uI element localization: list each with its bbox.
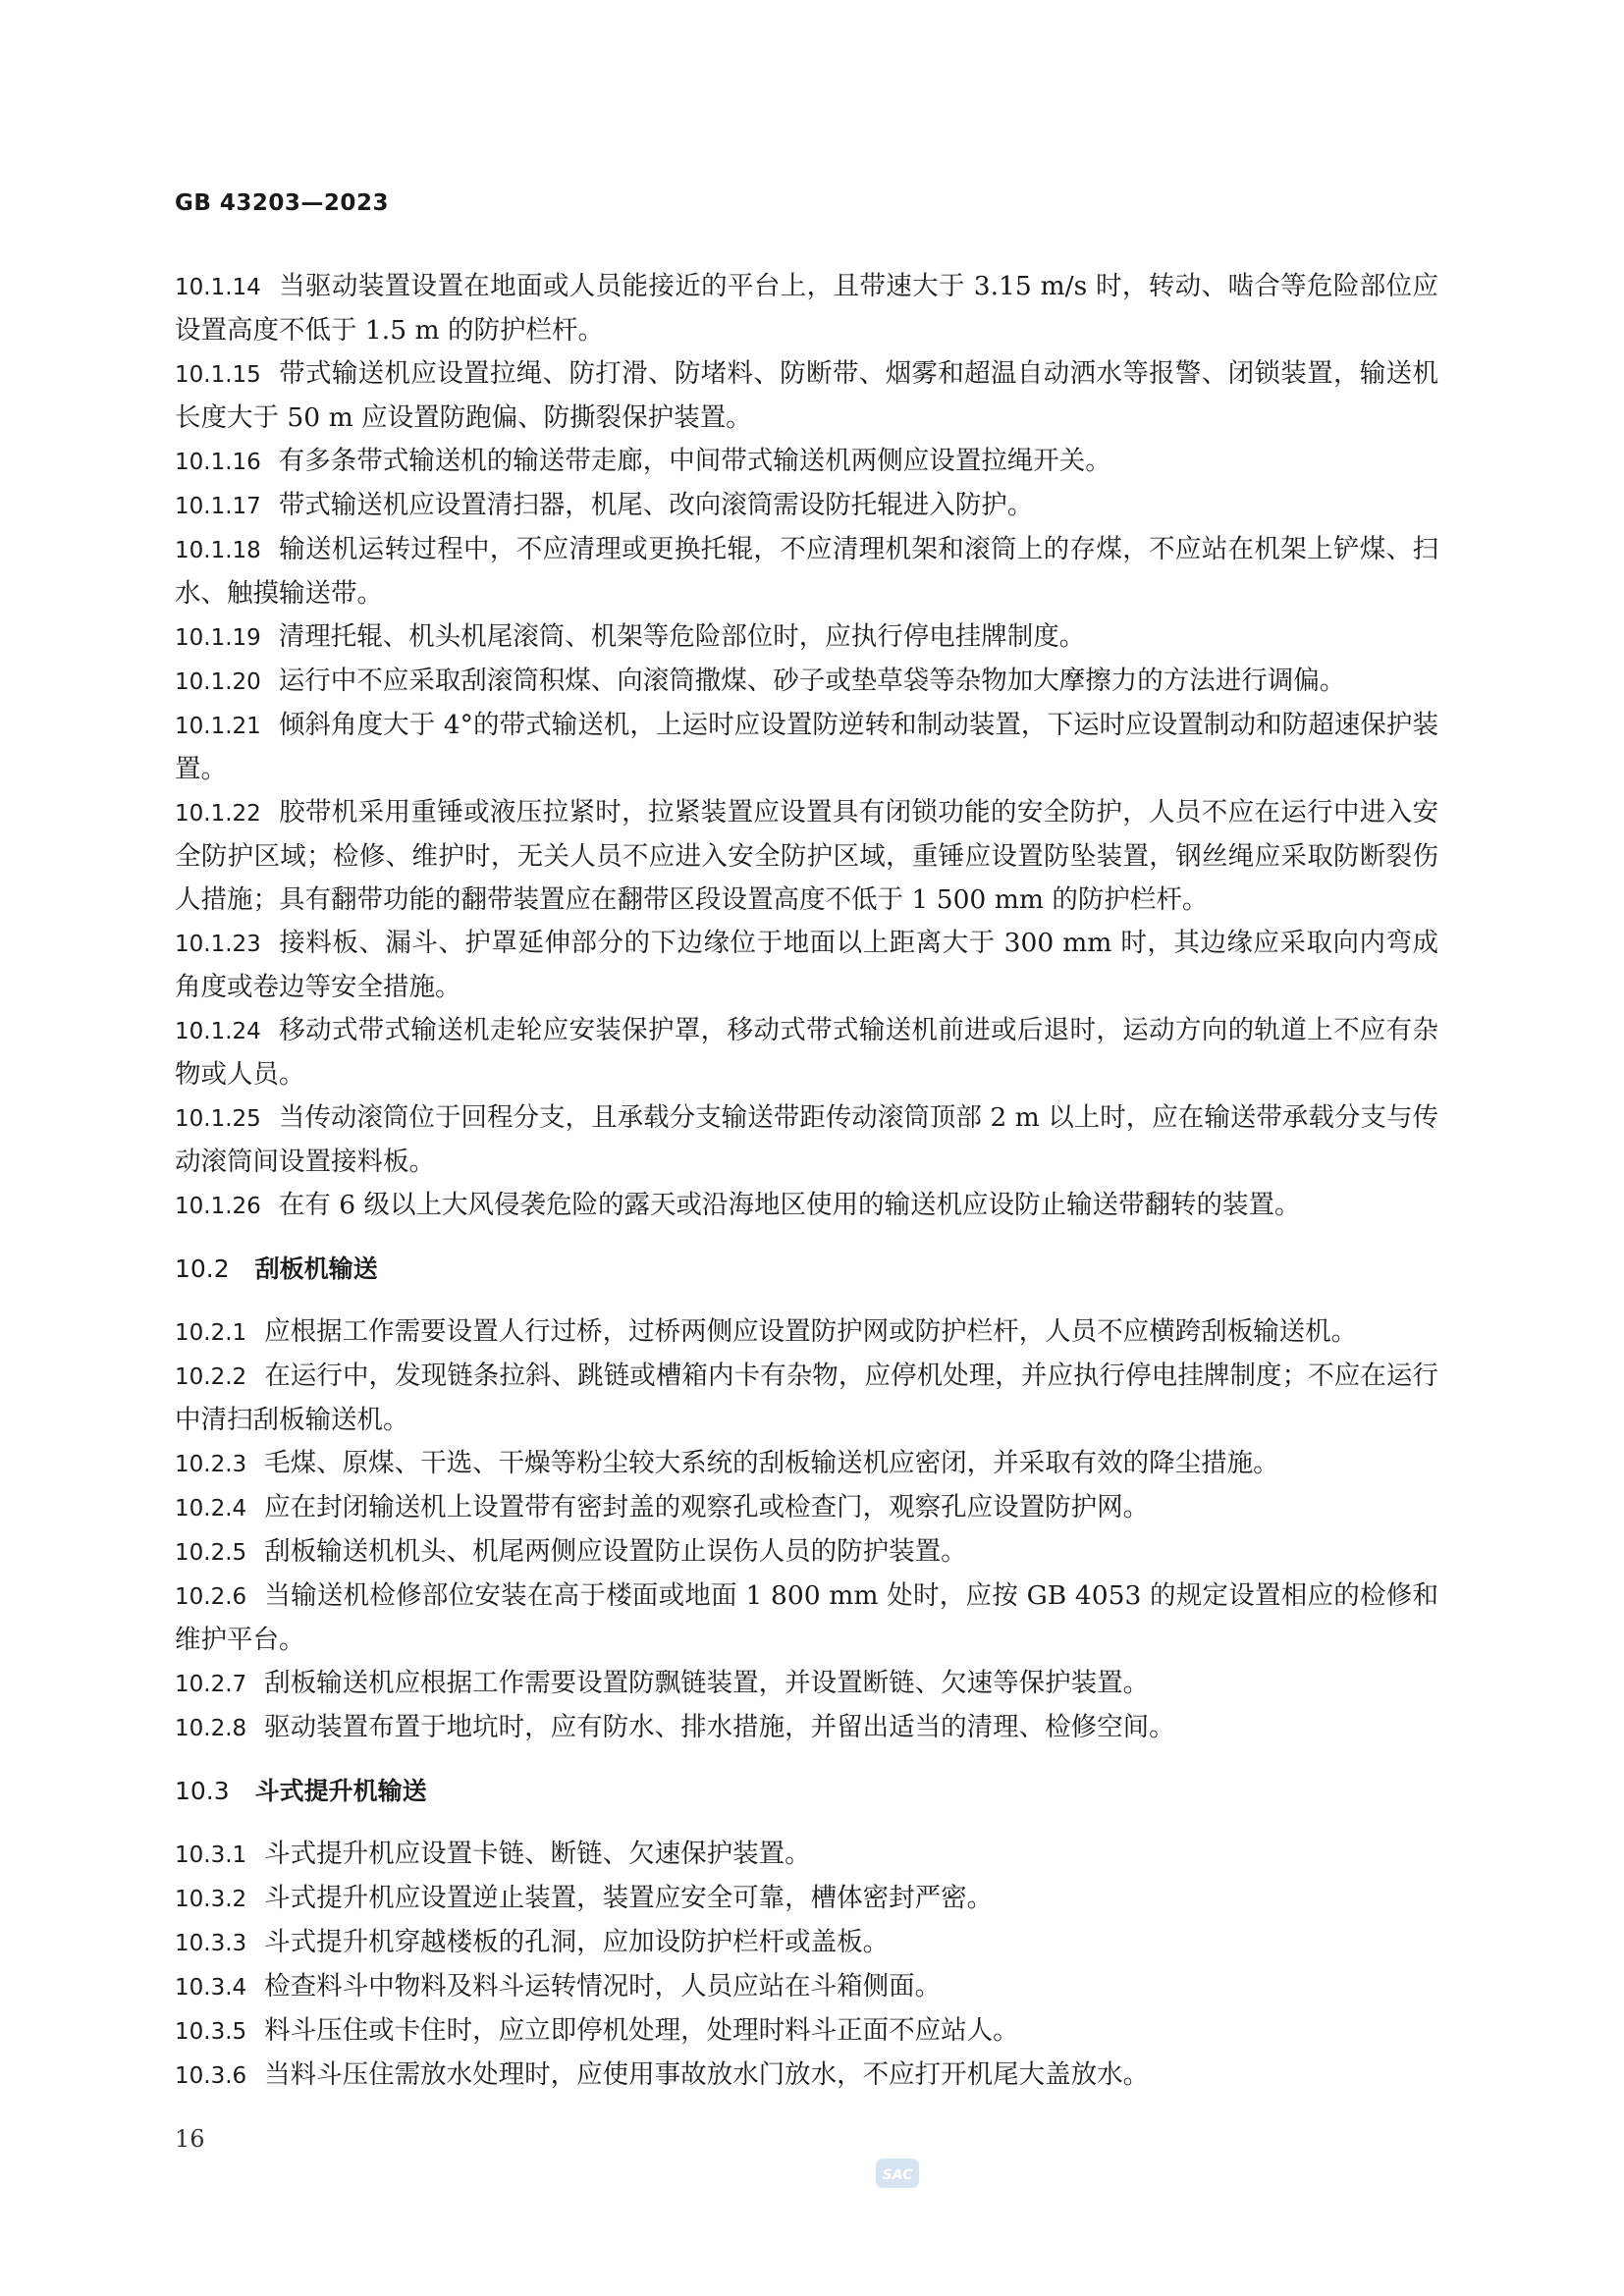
document-body [175, 265, 1438, 2098]
clause [175, 1184, 1438, 1228]
clause [175, 791, 1438, 922]
clause-text: 毛煤、原煤、干选、干燥等粉尘较大系统的刮板输送机应密闭，并采取有效的降尘措施。 [264, 1448, 1279, 1478]
clause [175, 1877, 1438, 1921]
clause [175, 1662, 1438, 1706]
clause [175, 1442, 1438, 1486]
clause-number: 10.2.1 [175, 1320, 247, 1346]
clause-number: 10.1.14 [175, 275, 261, 300]
clause-number: 10.1.16 [175, 450, 261, 475]
clause-number: 10.3.4 [175, 1975, 247, 2001]
clause-text: 输送机运转过程中，不应清理或更换托辊，不应清理机架和滚筒上的存煤，不应站在机架上铲煤、扫水、触摸输送带。 [175, 534, 1438, 609]
clause-text: 胶带机采用重锤或液压拉紧时，拉紧装置应设置具有闭锁功能的安全防护，人员不应在运行中进入安全防护区域；检修、维护时，无关人员不应进入安全防护区域，重锤应设置防坠装置，钢丝绳应采取防断裂伤人措施；具有翻带功能的翻带装置应在翻带区段设置高度不低于 1 500 mm 的防护栏杆。 [175, 797, 1438, 915]
page-number: 16 [175, 2125, 205, 2153]
clause-text: 有多条带式输送机的输送带走廊，中间带式输送机两侧应设置拉绳开关。 [278, 446, 1111, 476]
clause [175, 1921, 1438, 1965]
clause [175, 1096, 1438, 1184]
svg-text:SAC: SAC [882, 2167, 913, 2183]
clause-text: 当传动滚筒位于回程分支，且承载分支输送带距传动滚筒顶部 2 m 以上时，应在输送带承载分支与传动滚筒间设置接料板。 [175, 1102, 1438, 1177]
clause [175, 1575, 1438, 1662]
clause [175, 1530, 1438, 1575]
clause-text: 驱动装置布置于地坑时，应有防水、排水措施，并留出适当的清理、检修空间。 [264, 1712, 1175, 1742]
clause [175, 2054, 1438, 2098]
clause-text: 清理托辊、机头机尾滚筒、机架等危险部位时，应执行停电挂牌制度。 [278, 621, 1086, 652]
clause-text: 刮板输送机应根据工作需要设置防飘链装置，并设置断链、欠速等保护装置。 [264, 1668, 1150, 1698]
clause-text: 倾斜角度大于 4°的带式输送机，上运时应设置防逆转和制动装置，下运时应设置制动和防超速保护装置。 [175, 710, 1438, 784]
clause-number: 10.1.15 [175, 362, 261, 388]
section-number: 10.2 [175, 1255, 230, 1283]
clause [175, 1833, 1438, 1877]
clause-number: 10.1.17 [175, 494, 261, 519]
clause-text: 运行中不应采取刮滚筒积煤、向滚筒撒煤、砂子或垫草袋等杂物加大摩擦力的方法进行调偏。 [278, 666, 1346, 696]
clause [175, 704, 1438, 791]
section-heading-10-3 [175, 1772, 1438, 1811]
clause-text: 刮板输送机机头、机尾两侧应设置防止误伤人员的防护装置。 [264, 1536, 967, 1567]
clause-text: 应在封闭输送机上设置带有密封盖的观察孔或检查门，观察孔应设置防护网。 [264, 1492, 1150, 1522]
clause [175, 1486, 1438, 1530]
clause [175, 1355, 1438, 1442]
clause-number: 10.3.6 [175, 2063, 247, 2089]
clause-group-10-1 [175, 265, 1438, 1228]
clause-number: 10.1.21 [175, 714, 261, 739]
section-title: 斗式提升机输送 [254, 1777, 427, 1805]
clause-number: 10.1.23 [175, 932, 261, 957]
section-heading-10-2 [175, 1250, 1438, 1289]
clause [175, 660, 1438, 704]
clause-number: 10.2.5 [175, 1540, 247, 1566]
clause-text: 检查料斗中物料及料斗运转情况时，人员应站在斗箱侧面。 [264, 1971, 942, 2002]
clause-group-10-2 [175, 1310, 1438, 1750]
clause [175, 1009, 1438, 1096]
clause-group-10-3 [175, 1833, 1438, 2098]
clause [175, 528, 1438, 615]
clause-text: 接料板、漏斗、护罩延伸部分的下边缘位于地面以上距离大于 300 mm 时，其边缘应采取向内弯成角度或卷边等安全措施。 [175, 928, 1438, 1002]
clause-number: 10.3.5 [175, 2019, 247, 2045]
clause-number: 10.2.4 [175, 1496, 247, 1522]
clause-text: 带式输送机应设置清扫器，机尾、改向滚筒需设防托辊进入防护。 [278, 490, 1034, 520]
clause-number: 10.1.24 [175, 1019, 261, 1044]
clause-number: 10.1.18 [175, 538, 261, 563]
clause-number: 10.2.2 [175, 1364, 247, 1390]
clause-number: 10.2.8 [175, 1716, 247, 1741]
clause [175, 1965, 1438, 2009]
clause-text: 带式输送机应设置拉绳、防打滑、防堵料、防断带、烟雾和超温自动洒水等报警、闭锁装置，输送机长度大于 50 m 应设置防跑偏、防撕裂保护装置。 [175, 358, 1438, 433]
clause-text: 在有 6 级以上大风侵袭危险的露天或沿海地区使用的输送机应设防止输送带翻转的装置。 [278, 1190, 1301, 1220]
clause-number: 10.1.25 [175, 1106, 261, 1132]
clause-number: 10.1.22 [175, 801, 261, 827]
clause [175, 2009, 1438, 2054]
clause-text: 当料斗压住需放水处理时，应使用事故放水门放水，不应打开机尾大盖放水。 [264, 2059, 1150, 2090]
clause [175, 1310, 1438, 1355]
clause-number: 10.1.26 [175, 1194, 261, 1219]
clause-text: 应根据工作需要设置人行过桥，过桥两侧应设置防护网或防护栏杆，人员不应横跨刮板输送机。 [264, 1316, 1358, 1347]
clause-number: 10.3.3 [175, 1931, 247, 1956]
section-title: 刮板机输送 [254, 1255, 378, 1283]
clause-number: 10.2.6 [175, 1584, 247, 1610]
clause [175, 1706, 1438, 1750]
clause-text: 当驱动装置设置在地面或人员能接近的平台上，且带速大于 3.15 m/s 时，转动、啮合等危险部位应设置高度不低于 1.5 m 的防护栏杆。 [175, 271, 1438, 346]
clause-text: 在运行中，发现链条拉斜、跳链或槽箱内卡有杂物，应停机处理，并应执行停电挂牌制度；不应在运行中清扫刮板输送机。 [175, 1361, 1438, 1435]
clause-text: 料斗压住或卡住时，应立即停机处理，处理时料斗正面不应站人。 [264, 2015, 1019, 2046]
clause-text: 斗式提升机应设置卡链、断链、欠速保护装置。 [264, 1839, 811, 1869]
clause-number: 10.1.20 [175, 669, 261, 695]
clause-number: 10.3.2 [175, 1887, 247, 1912]
clause-number: 10.2.3 [175, 1452, 247, 1477]
section-number: 10.3 [175, 1777, 230, 1805]
clause [175, 484, 1438, 528]
clause [175, 922, 1438, 1009]
clause-text: 当输送机检修部位安装在高于楼面或地面 1 800 mm 处时，应按 GB 4053 的规定设置相应的检修和维护平台。 [175, 1580, 1438, 1655]
clause-number: 10.1.19 [175, 625, 261, 651]
clause-number: 10.2.7 [175, 1672, 247, 1697]
clause [175, 440, 1438, 484]
sac-watermark-logo [874, 2155, 921, 2192]
clause-text: 斗式提升机穿越楼板的孔洞，应加设防护栏杆或盖板。 [264, 1927, 890, 1957]
document-code: GB 43203—2023 [175, 190, 389, 216]
clause-text: 移动式带式输送机走轮应安装保护罩，移动式带式输送机前进或后退时，运动方向的轨道上不应有杂物或人员。 [175, 1015, 1438, 1090]
clause-text: 斗式提升机应设置逆止装置，装置应安全可靠，槽体密封严密。 [264, 1883, 994, 1913]
clause-number: 10.3.1 [175, 1842, 247, 1868]
clause [175, 352, 1438, 440]
clause [175, 615, 1438, 660]
clause [175, 265, 1438, 352]
